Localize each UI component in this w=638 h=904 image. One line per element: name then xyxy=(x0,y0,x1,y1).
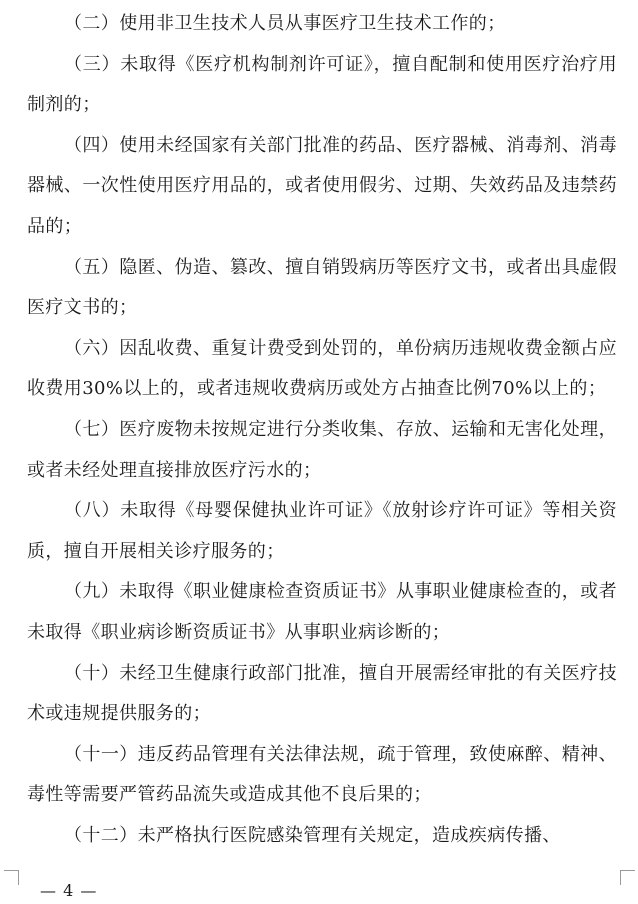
paragraph-item-3: （三）未取得《医疗机构制剂许可证》，擅自配制和使用医疗治疗用制剂的； xyxy=(27,53,617,116)
paragraph-item-2: （二）使用非卫生技术人员从事医疗卫生技术工作的； xyxy=(64,13,506,34)
crop-mark-bottom-right xyxy=(620,870,635,885)
page-number: — 4 — xyxy=(40,881,98,900)
paragraph-item-7: （七）医疗废物未按规定进行分类收集、存放、运输和无害化处理，或者未经处理直接排放医疗污水的； xyxy=(27,418,617,481)
paragraph-item-6: （六）因乱收费、重复计费受到处罚的，单份病历违规收费金额占应收费用30%以上的，或者违规收费病历或处方占抽查比例70%以上的； xyxy=(27,337,617,400)
paragraph-item-4: （四）使用未经国家有关部门批准的药品、医疗器械、消毒剂、消毒器械、一次性使用医疗用品的，或者使用假劣、过期、失效药品及违禁药品的； xyxy=(27,134,617,237)
crop-mark-bottom-left xyxy=(4,870,19,885)
paragraph-item-9: （九）未取得《职业健康检查资质证书》从事职业健康检查的，或者未取得《职业病诊断资质证书》从事职业病诊断的； xyxy=(27,581,617,643)
paragraph-item-12: （十二）未严格执行医院感染管理有关规定，造成疾病传播、 xyxy=(64,824,561,846)
paragraph-item-5: （五）隐匿、伪造、篡改、擅自销毁病历等医疗文书，或者出具虚假医疗文书的； xyxy=(27,256,617,319)
paragraph-item-10: （十）未经卫生健康行政部门批准，擅自开展需经审批的有关医疗技术或违规提供服务的； xyxy=(27,662,617,725)
document-body xyxy=(27,4,617,856)
paragraph-item-8: （八）未取得《母婴保健执业许可证》《放射诊疗许可证》等相关资质，擅自开展相关诊疗服务的； xyxy=(27,500,617,562)
paragraph-item-11: （十一）违反药品管理有关法律法规，疏于管理，致使麻醉、精神、毒性等需要严管药品流失或造成其他不良后果的； xyxy=(27,743,617,806)
